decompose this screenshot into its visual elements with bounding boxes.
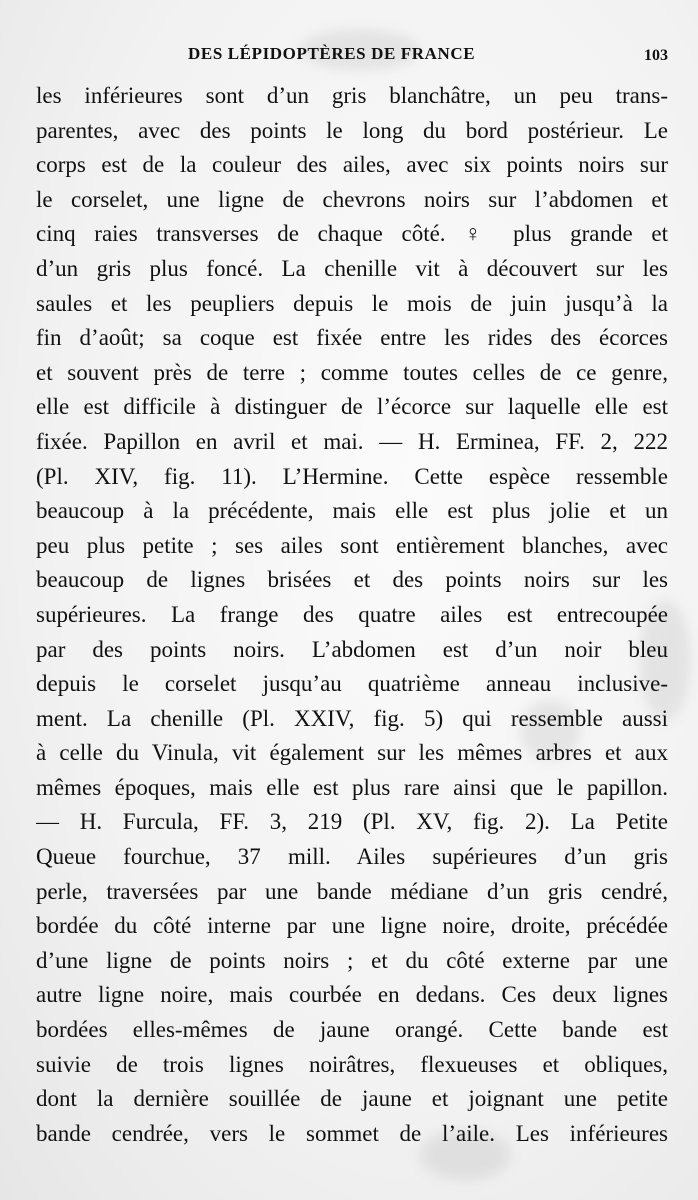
text-line: — H. Furcula, FF. 3, 219 (Pl. XV, fig. 2). La Petite	[36, 809, 668, 835]
text-line: elle est difficile à distinguer de l’écorce sur laquelle elle est	[36, 394, 668, 420]
text-line: beaucoup à la précédente, mais elle est plus jolie et un	[36, 498, 668, 524]
text-line: depuis le corselet jusqu’au quatrième anneau inclusive-	[36, 671, 668, 697]
text-line: d’une ligne de points noirs ; et du côté externe par une	[36, 947, 668, 973]
text-line: suivie de trois lignes noirâtres, flexueuses et obliques,	[36, 1051, 668, 1077]
text-line: Queue fourchue, 37 mill. Ailes supérieures d’un gris	[36, 844, 668, 870]
running-header	[40, 44, 668, 72]
text-line: le corselet, une ligne de chevrons noirs sur l’abdomen et	[36, 186, 668, 212]
text-line: par des points noirs. L’abdomen est d’un noir bleu	[36, 636, 668, 662]
text-line: supérieures. La frange des quatre ailes est entrecoupée	[36, 601, 668, 627]
text-line: fin d’août; sa coque est fixée entre les rides des écorces	[36, 325, 668, 351]
text-line: corps est de la couleur des ailes, avec six points noirs sur	[36, 152, 668, 178]
text-line: bande cendrée, vers le sommet de l’aile. Les inférieures	[36, 1120, 668, 1146]
text-line: bordées elles-mêmes de jaune orangé. Cette bande est	[36, 1017, 668, 1043]
text-line: (Pl. XIV, fig. 11). L’Hermine. Cette espèce ressemble	[36, 463, 668, 489]
text-line: fixée. Papillon en avril et mai. — H. Erminea, FF. 2, 222	[36, 428, 668, 454]
text-line: peu plus petite ; ses ailes sont entièrement blanches, avec	[36, 532, 668, 558]
text-line: d’un gris plus foncé. La chenille vit à découvert sur les	[36, 255, 668, 281]
text-line: saules et les peupliers depuis le mois de juin jusqu’à la	[36, 290, 668, 316]
running-title: DES LÉPIDOPTÈRES DE FRANCE	[188, 44, 476, 63]
text-line: beaucoup de lignes brisées et des points noirs sur les	[36, 567, 668, 593]
body-text	[36, 79, 668, 1151]
text-line: les inférieures sont d’un gris blanchâtre, un peu trans-	[36, 83, 668, 108]
text-line: à celle du Vinula, vit également sur les mêmes arbres et aux	[36, 740, 668, 766]
text-line: autre ligne noire, mais courbée en dedans. Ces deux lignes	[36, 982, 668, 1008]
text-line: cinq raies transverses de chaque côté. ♀ plus grande et	[36, 221, 668, 247]
text-line: parentes, avec des points le long du bord postérieur. Le	[36, 117, 668, 143]
text-line: dont la dernière souillée de jaune et joignant une petite	[36, 1086, 668, 1112]
text-line: mêmes époques, mais elle est plus rare ainsi que le papillon.	[36, 774, 668, 800]
text-line: et souvent près de terre ; comme toutes celles de ce genre,	[36, 359, 668, 385]
page-number: 103	[644, 47, 668, 64]
text-line: ment. La chenille (Pl. XXIV, fig. 5) qui ressemble aussi	[36, 705, 668, 731]
text-line: bordée du côté interne par une ligne noire, droite, précédée	[36, 913, 668, 939]
text-line: perle, traversées par une bande médiane d’un gris cendré,	[36, 878, 668, 904]
